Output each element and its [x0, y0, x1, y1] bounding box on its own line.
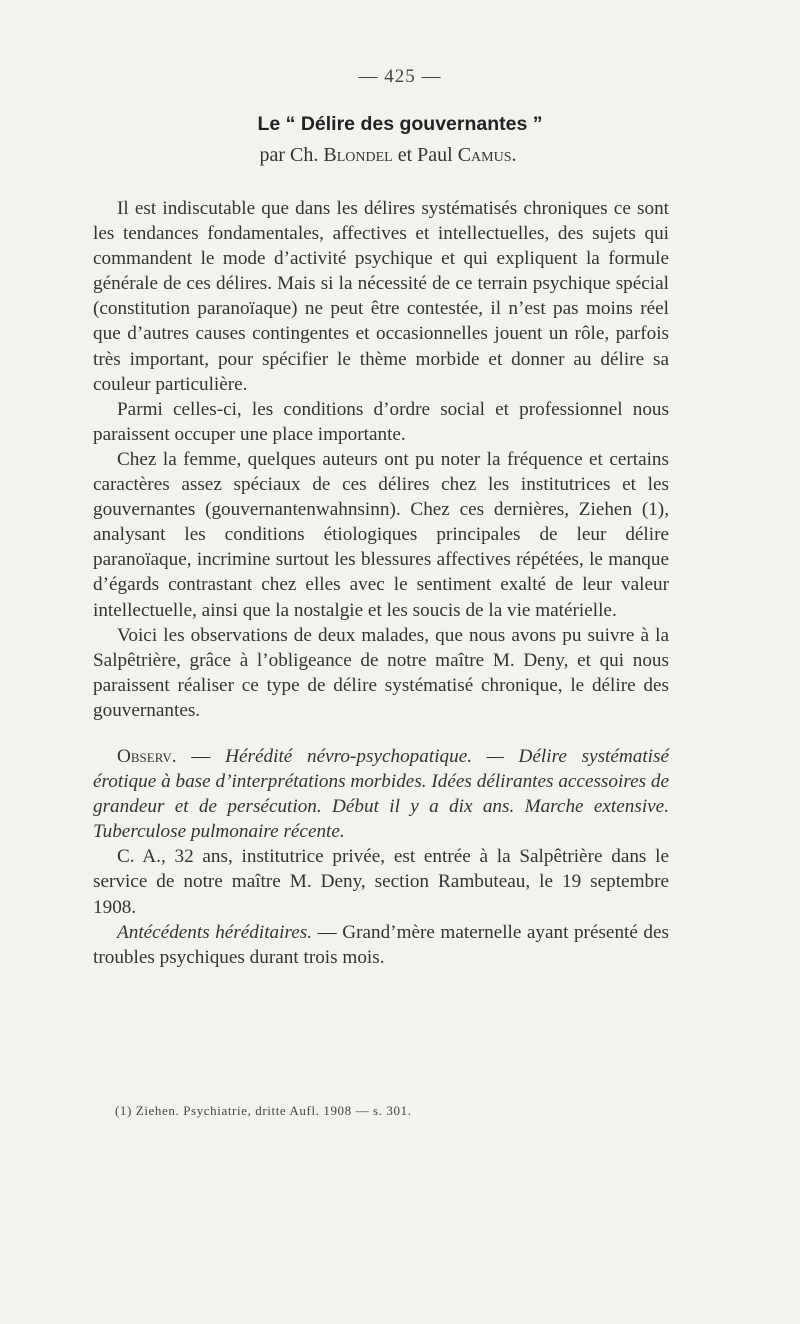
antecedents-label: Antécédents héréditaires.	[117, 921, 313, 943]
footnote: (1) Ziehen. Psychiatrie, dritte Aufl. 1908 — s. 301.	[115, 1103, 412, 1118]
observation-summary: Hérédité névro-psychopatique. — Délire systématisé érotique à base d’interprétations morbides. Idées délirantes accessoires de grandeur et de persécution. Début il y a dix ans. Marche extensive. Tuberculose pulmonaire récente.	[93, 745, 669, 843]
observation-dash: —	[176, 745, 226, 767]
paragraph-conditions: Parmi celles-ci, les conditions d’ordre social et professionnel nous paraissent occuper une place importante.	[93, 398, 669, 445]
antecedents-text: — Grand’mère maternelle ayant présenté des troubles psychiques durant trois mois.	[93, 921, 669, 968]
article-title: Le “ Délire des gouvernantes ”	[257, 113, 543, 135]
paragraph-case: C. A., 32 ans, institutrice privée, est entrée à la Salpêtrière dans le service de notre maître M. Deny, section Rambuteau, le 19 septembre 1908.	[93, 846, 669, 918]
authors-suffix: .	[511, 144, 517, 166]
author-blondel: Blondel	[323, 144, 393, 166]
paragraph-antecedents	[93, 920, 669, 970]
paragraph-intro: Il est indiscutable que dans les délires systématisés chroniques ce sont les tendances fondamentales, affectives et intellectuelles, des sujets qui commandent le mode d’activité psychique et qui expliquent la formule générale de ces délires. Mais si la nécessité de ce terrain psychique spécial (constitution paranoïaque) ne peut être contestée, il n’est pas moins réel que d’autres causes contingentes et occasionnelles jouent un rôle, parfois très important, pour spécifier le thème morbide et donner au délire sa couleur particulière.	[93, 198, 669, 395]
authors-conjunction: et Paul	[397, 144, 453, 166]
page-number: — 425 —	[358, 66, 442, 87]
observation-label: Observ.	[117, 745, 177, 767]
authors-prefix: par Ch.	[259, 144, 319, 166]
paragraph-ziehen: Chez la femme, quelques auteurs ont pu noter la fréquence et certains caractères assez spéciaux de ces délires chez les institutrices et les gouvernantes (gouvernantenwahnsinn). Chez ces dernières, Ziehen (1), analysant les conditions étiologiques principales de leur délire paranoïaque, incrimine surtout les blessures affectives répétées, le manque d’égards contrastant chez elles avec le sentiment exalté de leur valeur intellectuelle, ainsi que la nostalgie et les soucis de la vie matérielle.	[93, 448, 669, 621]
paragraph-observations: Voici les observations de deux malades, que nous avons pu suivre à la Salpêtrière, grâce à l’obligeance de notre maître M. Deny, et qui nous paraissent réaliser ce type de délire systématisé chronique, le délire des gouvernantes.	[93, 624, 669, 721]
observation-heading	[93, 744, 669, 844]
article-authors	[0, 144, 776, 167]
body-text	[93, 196, 669, 970]
author-camus: Camus	[457, 144, 512, 166]
